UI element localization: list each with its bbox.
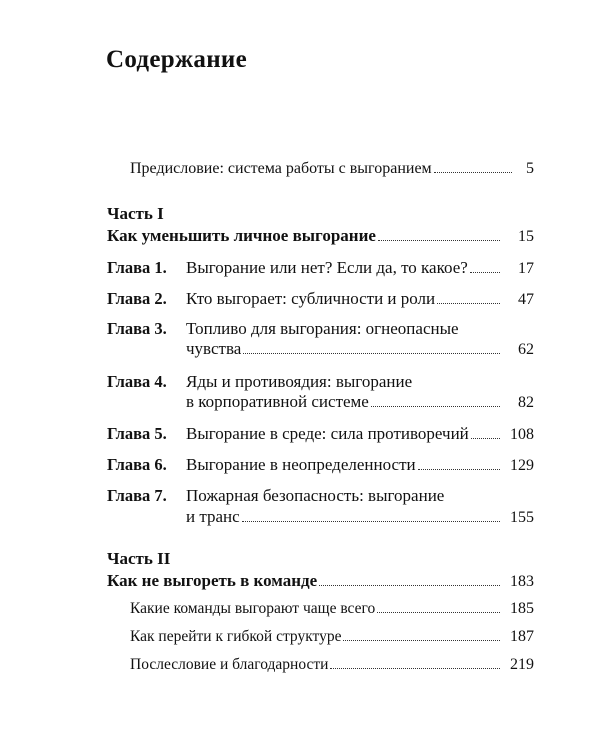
toc-page-number: 15	[518, 228, 534, 245]
section-title: Как перейти к гибкой структуре	[130, 628, 342, 645]
chapter-title-line: Яды и противоядия: выгорание	[186, 372, 413, 391]
toc-page-number: 108	[510, 426, 534, 443]
toc-entry-section[interactable]	[0, 628, 600, 646]
leader-dots	[243, 352, 500, 354]
chapter-title: в корпоративной системе	[186, 392, 369, 411]
toc-entry-section[interactable]	[0, 600, 600, 618]
chapter-title: Выгорание в неопределенности	[186, 455, 416, 474]
toc-entry-text: Предисловие: система работы с выгоранием	[130, 160, 432, 177]
chapter-title-line: Топливо для выгорания: огнеопасные	[186, 319, 459, 338]
page-title: Содержание	[106, 46, 248, 73]
toc-entry-chapter-6[interactable]	[0, 455, 600, 475]
chapter-title: Кто выгорает: субличности и роли	[186, 289, 436, 308]
toc-entry-part2[interactable]	[0, 571, 600, 591]
toc-entry-chapter-2[interactable]	[0, 289, 600, 309]
chapter-title: чувства	[186, 339, 242, 358]
leader-dots	[378, 239, 500, 241]
toc-entry-part1[interactable]	[0, 226, 600, 246]
section-title: Какие команды выгорают чаще всего	[130, 600, 376, 617]
part-title: Как не выгореть в команде	[107, 571, 318, 590]
toc-page-number: 82	[518, 394, 534, 411]
leader-dots	[471, 437, 500, 439]
leader-dots	[377, 611, 500, 613]
toc-page-number: 185	[510, 600, 534, 617]
chapter-label: Глава 2.	[107, 289, 167, 308]
toc-page-number: 5	[526, 160, 534, 177]
chapter-label: Глава 1.	[107, 258, 167, 277]
leader-dots	[434, 171, 512, 173]
chapter-title: Выгорание или нет? Если да, то какое?	[186, 258, 468, 277]
section-title: Послесловие и благодарности	[130, 656, 329, 673]
leader-dots	[343, 639, 500, 641]
toc-entry-chapter-7[interactable]	[0, 507, 600, 527]
toc-page-number: 183	[510, 573, 534, 590]
chapter-label: Глава 3.	[107, 319, 167, 338]
toc-entry-chapter-5[interactable]	[0, 424, 600, 444]
toc-page-number: 62	[518, 341, 534, 358]
toc-entry-preface[interactable]	[0, 160, 600, 178]
chapter-label: Глава 6.	[107, 455, 167, 474]
part-label: Часть II	[107, 549, 171, 568]
toc-page-number: 17	[518, 260, 534, 277]
chapter-label: Глава 4.	[107, 372, 167, 391]
toc-entry-chapter-4[interactable]	[0, 392, 600, 412]
toc-entry-chapter-1[interactable]	[0, 258, 600, 278]
toc-entry-chapter-3[interactable]	[0, 339, 600, 359]
toc-page-number: 187	[510, 628, 534, 645]
toc-page-number: 155	[510, 509, 534, 526]
chapter-label: Глава 5.	[107, 424, 167, 443]
chapter-title: Выгорание в среде: сила противоречий	[186, 424, 469, 443]
toc-page-number: 129	[510, 457, 534, 474]
leader-dots	[418, 468, 500, 470]
leader-dots	[242, 520, 500, 522]
leader-dots	[319, 584, 500, 586]
part-title: Как уменьшить личное выгорание	[107, 226, 376, 245]
chapter-title-line: Пожарная безопасность: выгорание	[186, 486, 445, 505]
leader-dots	[437, 302, 500, 304]
toc-page-number: 47	[518, 291, 534, 308]
leader-dots	[470, 271, 500, 273]
toc-page-number: 219	[510, 656, 534, 673]
part-label: Часть I	[107, 204, 164, 223]
leader-dots	[371, 405, 500, 407]
leader-dots	[330, 667, 500, 669]
toc-entry-section[interactable]	[0, 656, 600, 674]
chapter-label: Глава 7.	[107, 486, 167, 505]
chapter-title: и транс	[186, 507, 240, 526]
